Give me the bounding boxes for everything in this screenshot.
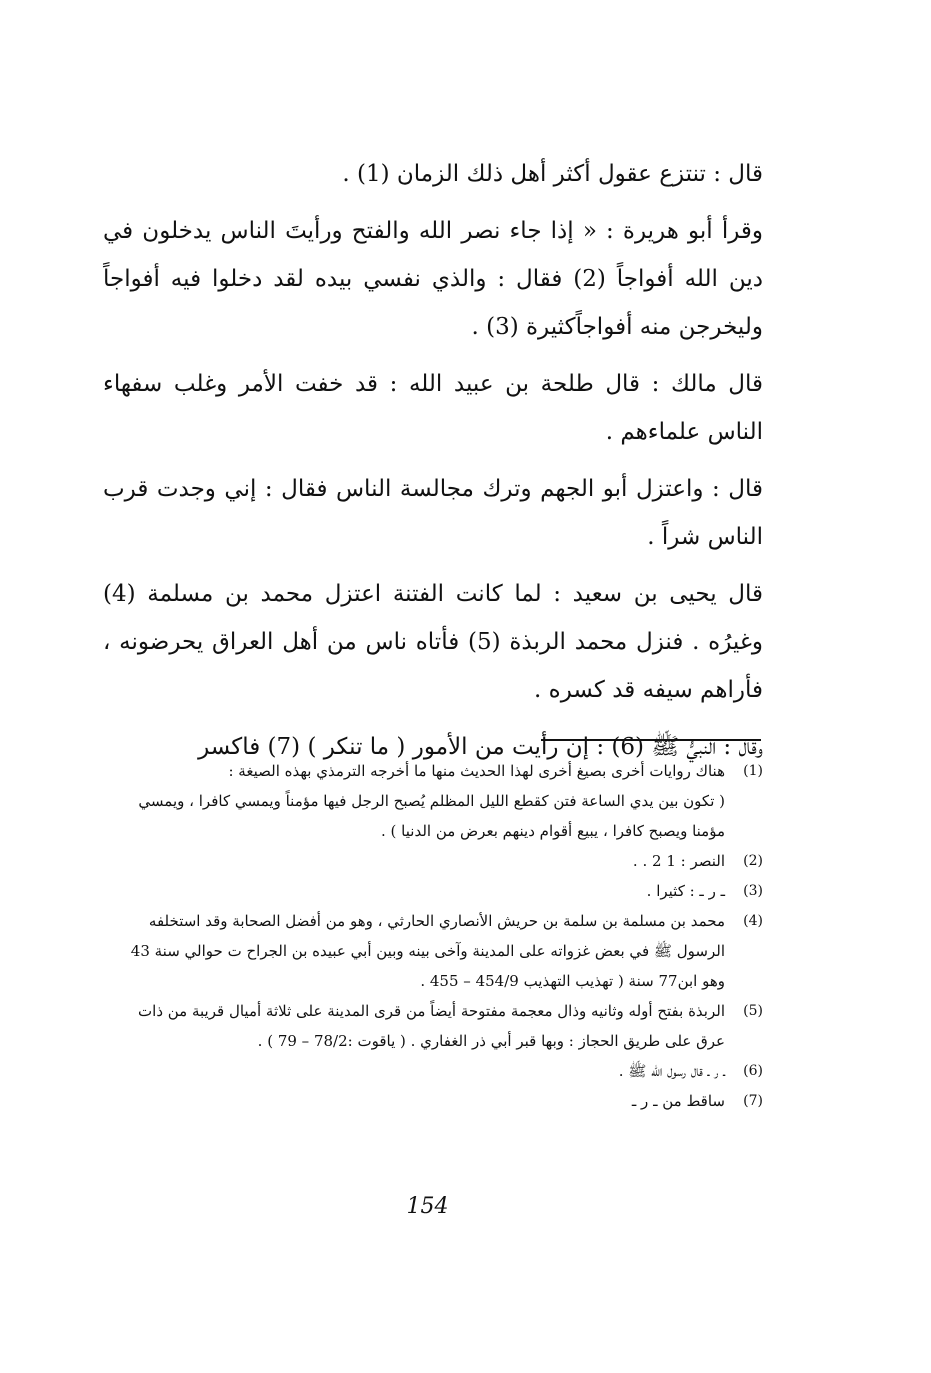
footnote-number: (6) — [743, 1063, 763, 1079]
footnote-line: وهو ابن77 سنة ( تهذيب التهذيب 454/9 – 455 . — [420, 972, 725, 990]
footnote-line: مؤمنا ويصبح كافرا ، يبيع أقوام دينهم بعرض من الدنيا ) . — [381, 822, 725, 840]
footnote-text — [103, 876, 725, 906]
footnote-number: (4) — [743, 913, 763, 929]
footnotes — [103, 756, 763, 1116]
footnote-line: محمد بن مسلمة بن سلمة بن حريش الأنصاري الحارثي ، وهو من أفضل الصحابة وقد استخلفه — [148, 912, 725, 930]
footnote-text — [103, 846, 725, 876]
footnote-text — [103, 1086, 725, 1116]
footnote-line: الرسول ﷺ في بعض غزواته على المدينة وآخى بينه وبين أبي عبيده بن الجراح ت حوالي سنة 43 — [130, 942, 725, 960]
footnote-text — [103, 906, 725, 996]
footnote-line: ـ ر ـ : كثيرا . — [646, 882, 725, 900]
footnote-separator — [541, 739, 761, 741]
footnote-text — [103, 996, 725, 1056]
footnote-line: ( تكون بين يدي الساعة فتن كقطع الليل المظلم يُصبح الرجل فيها مؤمناً ويمسي كافرا ، ويمسي — [138, 792, 725, 810]
main-text — [103, 150, 763, 780]
footnote-5 — [103, 996, 763, 1056]
footnote-2 — [103, 846, 763, 876]
footnote-line: هناك روايات أخرى بصيغ أخرى لهذا الحديث منها ما أخرجه الترمذي بهذه الصيغة : — [228, 762, 725, 780]
footnote-1 — [103, 756, 763, 846]
footnote-text — [103, 756, 725, 846]
footnote-text — [103, 1056, 725, 1086]
footnote-line: النصر : 1 2 . . — [632, 852, 725, 870]
footnote-number: (7) — [743, 1093, 763, 1109]
footnote-line: ساقط من ـ ر ـ — [631, 1092, 725, 1110]
footnote-number: (5) — [743, 1003, 763, 1019]
footnote-line: الربذة بفتح أوله وثانيه وذال معجمة مفتوحة أيضاً من قرى المدينة على ثلاثة أميال قريبة من ذات — [138, 1002, 725, 1020]
footnote-3 — [103, 876, 763, 906]
paragraph-1: قال : تنتزع عقول أكثر أهل ذلك الزمان (1) . — [342, 161, 763, 187]
footnote-number: (3) — [743, 883, 763, 899]
footnote-number: (1) — [743, 763, 763, 779]
footnote-number: (2) — [743, 853, 763, 869]
paragraph-2: وقرأ أبو هريرة : « إذا جاء نصر الله والفتح ورأيتَ الناس يدخلون في دين الله أفواجاً (2) فقال : والذي نفسي بيده لقد دخلوا فيه أفواجاً وليخرجن منه أفواجاًكثيرة (3) . — [103, 218, 763, 340]
paragraph-4: قال : واعتزل أبو الجهم وترك مجالسة الناس فقال : إني وجدت قرب الناس شراً . — [103, 476, 763, 550]
footnote-line: عرق على طريق الحجاز : وبها قبر أبي ذر الغفاري . ( ياقوت :78/2 – 79 ) . — [257, 1032, 725, 1050]
paragraph-6: وقال : النبيُّ ﷺ (6) : إن رأيت من الأمور ( ما تنكر ) (7) فاكسر — [198, 734, 763, 760]
footnote-line: ـ ر ـ قال رسول الله ﷺ . — [618, 1062, 725, 1080]
footnote-6 — [103, 1056, 763, 1086]
footnote-7 — [103, 1086, 763, 1116]
paragraph-3: قال مالك : قال طلحة بن عبيد الله : قد خفت الأمر وغلب سفهاء الناس علماءهم . — [103, 371, 763, 445]
page-number: 154 — [406, 1194, 449, 1219]
footnote-4 — [103, 906, 763, 996]
paragraph-5: قال يحيى بن سعيد : لما كانت الفتنة اعتزل محمد بن مسلمة (4) وغيرُه . فنزل محمد الربذة (5) فأتاه ناس من أهل العراق يحرضونه ، فأراهم سيفه قد كسره . — [103, 581, 763, 703]
